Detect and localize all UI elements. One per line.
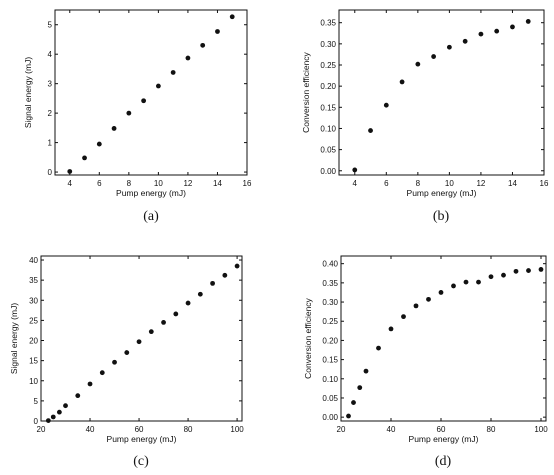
x-tick-label: 8 <box>126 179 132 188</box>
data-point <box>97 142 102 147</box>
panel-caption: (a) <box>143 209 159 224</box>
data-point <box>215 29 220 34</box>
panel-caption: (c) <box>133 454 149 469</box>
x-axis-label: Pump energy (mJ) <box>406 188 477 198</box>
data-point <box>426 297 431 302</box>
y-tick-label: 0.10 <box>322 374 338 384</box>
x-tick-label: 40 <box>85 425 95 434</box>
x-tick-label: 20 <box>36 425 46 434</box>
y-tick-label: 0.00 <box>322 413 338 423</box>
data-point <box>451 284 456 289</box>
y-tick-label: 0.30 <box>320 39 336 49</box>
data-point <box>126 111 131 116</box>
data-point <box>67 169 72 174</box>
data-point <box>368 128 373 133</box>
x-tick-label: 12 <box>183 179 193 188</box>
data-point <box>431 54 436 59</box>
data-point <box>230 14 235 19</box>
y-tick-label: 0.00 <box>320 166 336 176</box>
data-point <box>352 168 357 173</box>
data-point <box>100 370 105 375</box>
data-point <box>186 56 191 61</box>
x-tick-label: 14 <box>213 179 222 188</box>
panel-caption: (d) <box>434 454 452 469</box>
data-point <box>124 350 129 355</box>
data-point <box>173 312 178 317</box>
panel-caption: (b) <box>432 209 450 224</box>
data-point <box>88 382 93 387</box>
data-point <box>82 156 87 161</box>
data-point <box>479 32 484 37</box>
x-tick-label: 16 <box>539 179 549 188</box>
data-point <box>400 80 405 85</box>
x-tick-label: 40 <box>386 425 396 434</box>
panel-c <box>9 256 244 469</box>
x-tick-label: 14 <box>508 179 517 188</box>
y-tick-label: 0.40 <box>322 259 338 269</box>
x-tick-label: 80 <box>486 425 496 434</box>
panel-a <box>23 10 252 224</box>
panel-d <box>303 256 548 469</box>
x-tick-label: 60 <box>436 425 446 434</box>
data-point <box>200 43 205 48</box>
x-axis-label: Pump energy (mJ) <box>408 434 479 444</box>
plot-frame <box>41 256 242 421</box>
data-point <box>235 264 240 269</box>
data-point <box>439 290 444 295</box>
y-tick-label: 0.25 <box>320 61 336 70</box>
data-point <box>489 274 494 279</box>
data-point <box>210 281 215 286</box>
data-point <box>364 369 369 374</box>
data-point <box>526 268 531 273</box>
panel-b <box>301 10 549 224</box>
data-point <box>46 418 51 423</box>
x-axis-label: Pump energy (mJ) <box>106 434 177 444</box>
y-tick-label: 3 <box>47 79 52 89</box>
y-tick-label: 0.25 <box>322 317 338 327</box>
y-tick-label: 0.05 <box>320 145 336 155</box>
y-tick-label: 0.35 <box>320 18 336 28</box>
y-tick-label: 2 <box>47 109 52 119</box>
data-point <box>161 320 166 325</box>
y-tick-label: 0.30 <box>322 298 338 308</box>
y-tick-label: 0.05 <box>322 393 338 403</box>
x-tick-label: 16 <box>242 179 252 188</box>
y-tick-label: 0.20 <box>320 82 336 92</box>
data-point <box>149 329 154 334</box>
y-tick-label: 0.15 <box>322 355 338 365</box>
data-point <box>539 267 544 272</box>
y-axis-label: Conversion efficiency <box>303 298 313 379</box>
x-tick-label: 20 <box>336 425 346 434</box>
y-tick-label: 0 <box>47 168 52 178</box>
data-point <box>346 414 351 419</box>
x-tick-label: 80 <box>183 425 193 434</box>
data-point <box>464 280 469 285</box>
x-tick-label: 6 <box>384 179 389 188</box>
data-point <box>357 385 362 390</box>
y-tick-label: 0 <box>33 417 38 426</box>
data-point <box>510 25 515 30</box>
y-tick-label: 0.20 <box>322 336 338 346</box>
y-tick-label: 0.15 <box>320 103 336 113</box>
plot-frame <box>55 10 247 175</box>
data-point <box>171 70 176 75</box>
x-tick-label: 60 <box>134 425 144 434</box>
x-tick-label: 10 <box>153 179 163 188</box>
data-point <box>463 39 468 44</box>
data-point <box>501 273 506 278</box>
x-tick-label: 4 <box>352 179 357 188</box>
x-tick-label: 100 <box>534 425 548 434</box>
x-tick-label: 6 <box>97 179 102 188</box>
data-point <box>63 403 68 408</box>
y-axis-label: Signal energy (mJ) <box>23 56 33 129</box>
data-point <box>186 301 191 306</box>
y-tick-label: 4 <box>47 50 52 60</box>
y-tick-label: 20 <box>29 336 38 346</box>
y-tick-label: 5 <box>33 396 38 406</box>
y-axis-label: Signal energy (mJ) <box>9 302 19 375</box>
y-tick-label: 0.35 <box>322 278 338 288</box>
data-point <box>476 280 481 285</box>
y-axis-label: Conversion efficiency <box>301 52 311 133</box>
plot-frame <box>341 256 546 421</box>
data-point <box>376 346 381 351</box>
data-point <box>112 126 117 131</box>
y-tick-label: 30 <box>29 296 38 306</box>
data-point <box>51 415 56 420</box>
y-tick-label: 25 <box>29 316 38 326</box>
y-tick-label: 35 <box>29 276 38 286</box>
y-tick-label: 15 <box>29 356 38 366</box>
data-point <box>526 19 531 24</box>
data-point <box>156 84 161 89</box>
data-point <box>198 292 203 297</box>
y-tick-label: 1 <box>47 138 52 148</box>
x-axis-label: Pump energy (mJ) <box>116 188 186 198</box>
data-point <box>389 327 394 332</box>
data-point <box>447 45 452 50</box>
x-tick-label: 8 <box>415 179 421 188</box>
x-tick-label: 4 <box>67 179 72 188</box>
data-point <box>415 62 420 67</box>
data-point <box>222 273 227 278</box>
y-tick-label: 0.10 <box>320 124 336 134</box>
y-tick-label: 5 <box>47 20 52 30</box>
y-tick-label: 10 <box>29 376 38 386</box>
data-point <box>514 269 519 274</box>
data-point <box>57 410 62 415</box>
x-tick-label: 12 <box>476 179 486 188</box>
x-tick-label: 10 <box>444 179 454 188</box>
data-point <box>384 103 389 108</box>
data-point <box>351 400 356 405</box>
data-point <box>137 339 142 344</box>
data-point <box>401 314 406 319</box>
data-point <box>141 98 146 103</box>
plot-frame <box>339 10 544 175</box>
data-point <box>112 360 117 365</box>
data-point <box>75 393 80 398</box>
x-tick-label: 100 <box>230 425 244 434</box>
data-point <box>414 303 419 308</box>
data-point <box>494 29 499 34</box>
y-tick-label: 40 <box>29 256 38 266</box>
